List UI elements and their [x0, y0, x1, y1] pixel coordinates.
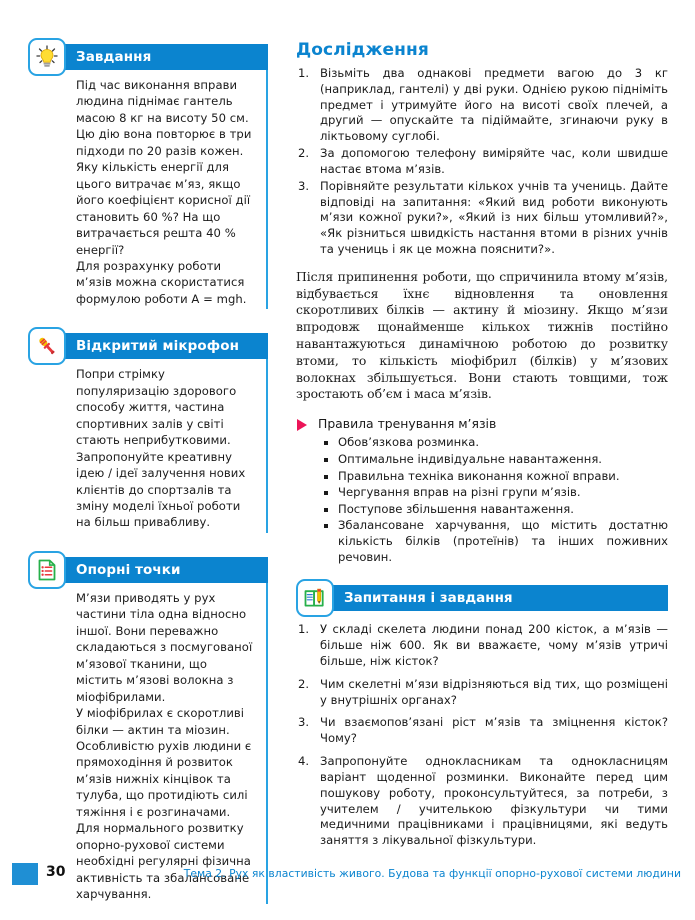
sidebar-box-task	[28, 44, 268, 309]
research-title: Дослідження	[296, 40, 429, 60]
sidebar-box-body	[72, 583, 268, 905]
lightbulb-icon	[28, 38, 66, 76]
microphone-icon	[28, 327, 66, 365]
sidebar-box-body	[72, 359, 268, 533]
book-pencil-icon	[296, 579, 334, 617]
sidebar-box-key-points	[28, 557, 268, 905]
training-rules-heading	[296, 416, 668, 432]
list-item: Поступове збільшення навантаження.	[296, 502, 668, 518]
training-rules-heading-text: Правила тренування м’язів	[318, 416, 497, 432]
list-item: У складі скелета людини понад 200 кісток, а м’язів — більше ніж 600. Як ви вважаєте, чому м’язів утричі більше, ніж кісток?	[320, 622, 668, 668]
questions-block	[296, 585, 668, 849]
sidebar-box-text: Під час виконання вправи людина піднімає гантель масою 8 кг на висоту 50 см. Цю дію вона повторює в три підходи по 20 разів кожен. Яку кількість енергії для цього витрачає м’яз, якщо його коефіцієнт корисної дії становить 60 %? На що витрачається решта 40 % енергії? Для розрахунку роботи м’язів можна скористатися формулою роботи A = mgh.	[76, 78, 252, 306]
checklist-icon	[28, 551, 66, 589]
training-rules-list	[296, 435, 668, 565]
research-list	[296, 66, 668, 258]
list-item: Запропонуйте однокласникам та однокласницям варіант щоденної розминки. Виконайте перед цим пошукову роботу, проконсультуйтеся, за потреби, з учителем / учителькою фізкультури чи тими медичними працівниками і працівницями, які ведуть заняття з лікувальної фізкультури.	[320, 754, 668, 848]
main-column	[296, 40, 668, 856]
questions-header	[314, 585, 668, 611]
sidebar-column	[28, 44, 268, 920]
list-item: Чи взаємопов’язані ріст м’язів та зміцнення кісток? Чому?	[320, 715, 668, 746]
sidebar-box-text: Попри стрімку популяризацію здорового способу життя, частина спортивних залів у світі стають неприбутковими. Запропонуйте креативну ідею / ідеї залучення нових клієнтів до спортзалів та зміну моделі їхньої роботи на більш привабливу.	[76, 367, 246, 530]
page-number: 30	[46, 864, 66, 880]
footer-topic-text: Тема 2. Рух як властивість живого. Будова та функції опорно-рухової системи людини	[183, 867, 681, 880]
sidebar-box-header	[46, 44, 268, 70]
training-rules-block	[296, 416, 668, 565]
questions-title: Запитання і завдання	[344, 590, 513, 607]
sidebar-box-title: Опорні точки	[76, 561, 181, 578]
list-item: Оптимальне індивідуальне навантаження.	[296, 452, 668, 468]
sidebar-box-title: Завдання	[76, 49, 152, 65]
sidebar-box-body	[72, 70, 268, 309]
questions-list	[296, 622, 668, 849]
page-footer	[0, 863, 695, 891]
list-item: Чергування вправ на різні групи м’язів.	[296, 485, 668, 501]
list-item: Візьміть два однакові предмети вагою до 3 кг (наприклад, гантелі) у дві руки. Однією рукою підніміть предмет і утримуйте його на висоті своїх плечей, а другий — опускайте та підіймайте, згинаючи руку в ліктьовому суглобі.	[320, 66, 668, 144]
sidebar-box-text: М’язи приводять у рух частини тіла одна відносно іншої. Вони переважно складаються з посмугованої м’язової тканини, що містить м’язові волокна з міофібрилами. У міофібрилах є скоротливі білки — актин та міозин. Особливістю рухів людини є прямоходіння й розвиток м’язів нижніх кінцівок та тулуба, що протидіють силі тяжіння і є розгиначами. Для нормального розвитку опорно-рухової системи необхідні регулярні фізична активність та збалансоване харчування.	[76, 590, 253, 902]
list-item: Обов’язкова розминка.	[296, 435, 668, 451]
questions-body	[296, 622, 668, 849]
sidebar-box-title: Відкритий мікрофон	[76, 338, 240, 355]
body-paragraph: Після припинення роботи, що спричинила втому м’язів, відбувається їхнє відновлення та оновлення скоротливих білків — актину й міозину. Якщо м’язи впродовж щонайменше кількох тижнів постійно навантажуються динамічною роботою до розвитку втоми, то кількість міофібрил (білків) у м’язових волокнах збільшується. Вони стають товщими, тож зростають об’єм і маса м’язів.	[296, 268, 668, 402]
list-item: Чим скелетні м’язи відрізняються від тих, що розміщені у внутрішніх органах?	[320, 676, 668, 707]
list-item: Порівняйте результати кількох учнів та учениць. Дайте відповіді на запитання: «Який вид роботи виконують м’язи кожної руки?», «Який із них більш утомливий?», «Як різниться швидкість настання втоми в різних учнів та учениць і як це можна пояснити?».	[320, 178, 668, 256]
triangle-bullet-icon	[297, 419, 307, 431]
sidebar-box-open-microphone	[28, 333, 268, 533]
sidebar-box-header	[46, 557, 268, 583]
sidebar-box-header	[46, 333, 268, 359]
list-item: Збалансоване харчування, що містить достатню кількість білків (протеїнів) та інших поживних речовин.	[296, 518, 668, 565]
list-item: За допомогою телефону виміряйте час, коли швидше настає втома м’язів.	[320, 146, 668, 176]
list-item: Правильна техніка виконання кожної вправи.	[296, 469, 668, 485]
footer-color-swatch	[12, 863, 38, 885]
